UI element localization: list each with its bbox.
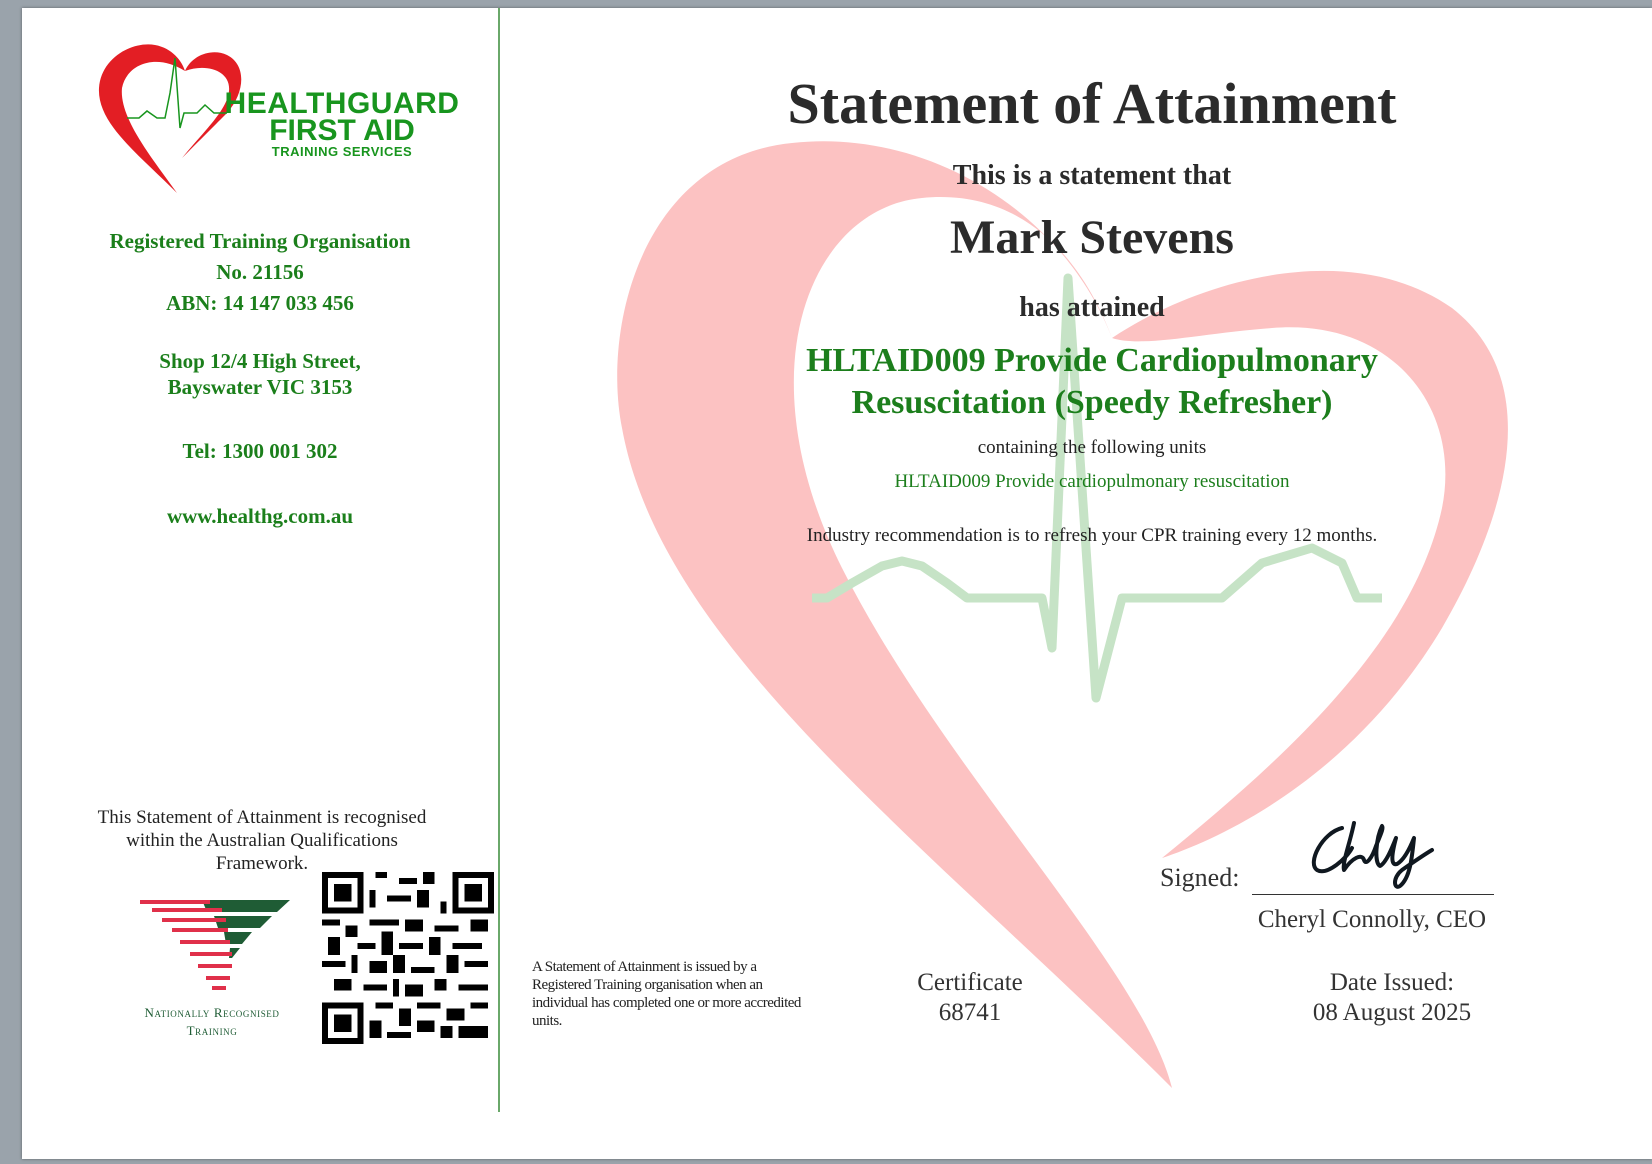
- date-issued-block: [1272, 968, 1512, 1028]
- rto-info: [22, 226, 498, 319]
- certificate-label: Certificate: [917, 969, 1023, 996]
- address-line2: Bayswater VIC 3153: [167, 375, 353, 399]
- date-label: Date Issued:: [1329, 969, 1455, 996]
- brand-line2: FIRST AID: [269, 114, 415, 147]
- course-line1: HLTAID009 Provide Cardiopulmonary: [806, 342, 1378, 379]
- unit-name: HLTAID009 Provide cardiopulmonary resuscitation: [894, 471, 1290, 492]
- abn: ABN: 14 147 033 456: [166, 291, 354, 315]
- brand-line1: HEALTHGUARD: [224, 87, 460, 120]
- recognition-text: This Statement of Attainment is recognised within the Australian Qualifications Framework.: [97, 807, 427, 874]
- certificate-number-block: [870, 968, 1070, 1028]
- certificate-number: 68741: [938, 999, 1002, 1026]
- signature-icon: [1302, 808, 1452, 893]
- containing-text: containing the following units: [977, 437, 1207, 458]
- nrt-line1: Nationally Recognised: [144, 1005, 280, 1020]
- signer-name: Cheryl Connolly, CEO: [1257, 906, 1487, 933]
- rto-number: No. 21156: [216, 260, 304, 284]
- telephone: Tel: 1300 001 302: [182, 439, 338, 463]
- signed-label: Signed:: [1160, 863, 1240, 892]
- statement-text: This is a statement that: [952, 160, 1232, 191]
- qr-code-icon[interactable]: [322, 872, 494, 1044]
- attained-text: has attained: [1019, 292, 1165, 323]
- certificate-title: Statement of Attainment: [787, 71, 1397, 136]
- column-divider: [498, 8, 500, 1112]
- signature-line: [1252, 894, 1494, 895]
- recipient-name: Mark Stevens: [950, 211, 1234, 264]
- certificate-page: [22, 8, 1652, 1159]
- industry-note: Industry recommendation is to refresh your CPR training every 12 months.: [806, 525, 1378, 546]
- address: [22, 348, 498, 400]
- course-line2: Resuscitation (Speedy Refresher): [851, 384, 1333, 421]
- brand-name: [207, 87, 477, 160]
- nrt-line2: Training: [186, 1023, 238, 1038]
- nrt-caption: [102, 1004, 322, 1040]
- date-value: 08 August 2025: [1312, 999, 1472, 1026]
- course-title: [612, 340, 1572, 424]
- website-link[interactable]: www.healthg.com.au: [166, 504, 354, 528]
- rto-label: Registered Training Organisation: [109, 229, 411, 253]
- issued-note: A Statement of Attainment is issued by a Registered Training organisation when an individual has completed one or more accredited units.: [532, 959, 801, 1029]
- brand-line3: TRAINING SERVICES: [271, 144, 413, 159]
- address-line1: Shop 12/4 High Street,: [159, 349, 361, 373]
